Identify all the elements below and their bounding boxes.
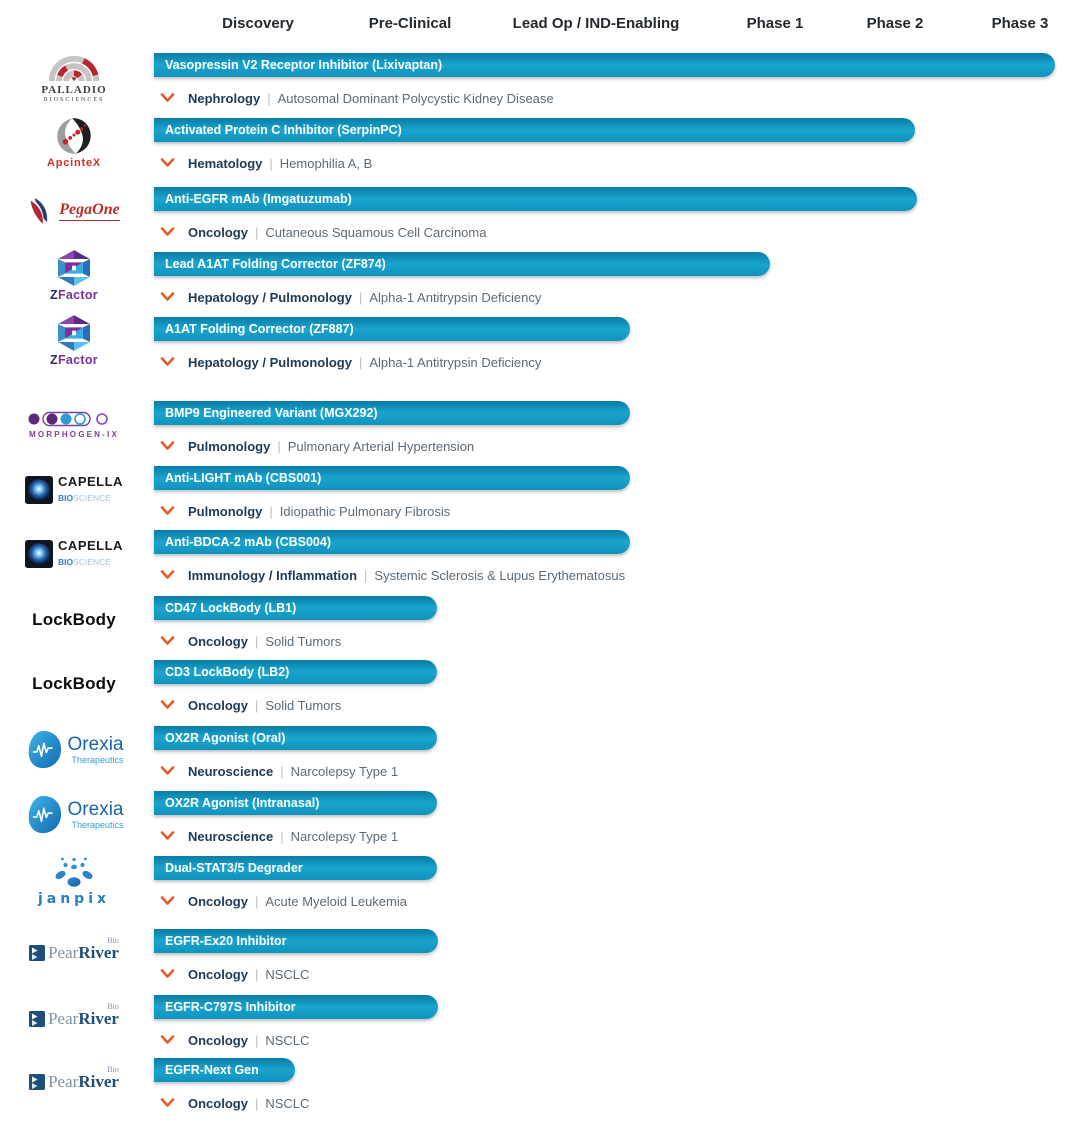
zfactor-wordmark: ZFactor xyxy=(50,288,98,303)
phase-column-header: Discovery xyxy=(222,15,294,32)
chevron-down-icon[interactable] xyxy=(160,506,175,516)
program-title: Anti-BDCA-2 mAb (CBS004) xyxy=(165,535,331,549)
orexia-wordmark: Orexia Therapeutics xyxy=(67,799,124,830)
company-logo-pearriver xyxy=(0,919,148,987)
company-logo-zfactor xyxy=(0,307,148,375)
pearriver-logo-icon xyxy=(29,945,45,961)
pipeline-row xyxy=(0,660,1080,720)
indication: Narcolepsy Type 1 xyxy=(290,828,399,844)
company-logo-zfactor xyxy=(0,242,148,310)
company-logo-janpix xyxy=(0,846,148,914)
therapy-area: Oncology xyxy=(188,633,248,649)
chevron-down-icon[interactable] xyxy=(160,969,175,979)
pipeline-row xyxy=(0,53,1080,113)
chevron-down-icon[interactable] xyxy=(160,158,175,168)
pearriver-wordmark: PearRiver Bio xyxy=(48,936,119,962)
chevron-down-icon[interactable] xyxy=(160,441,175,451)
therapy-area: Pulmonolgy xyxy=(188,503,263,519)
palladio-logo-icon xyxy=(44,52,104,83)
zfactor-wordmark: ZFactor xyxy=(50,353,98,368)
program-details xyxy=(160,502,450,520)
therapy-area: Oncology xyxy=(188,697,248,713)
therapy-area: Oncology xyxy=(188,224,248,240)
pipeline-bar xyxy=(154,252,770,276)
program-title: OX2R Agonist (Intranasal) xyxy=(165,796,320,810)
company-logo-capella xyxy=(0,456,148,524)
pipeline-bar xyxy=(154,929,438,953)
program-title: BMP9 Engineered Variant (MGX292) xyxy=(165,406,378,420)
program-title: Dual-STAT3/5 Degrader xyxy=(165,861,303,875)
therapy-area: Hepatology / Pulmonology xyxy=(188,354,352,370)
program-details xyxy=(160,696,341,714)
lockbody-wordmark: LockBody xyxy=(32,610,116,629)
palladio-wordmark: PALLADIO xyxy=(41,83,107,96)
chevron-down-icon[interactable] xyxy=(160,1098,175,1108)
separator: | xyxy=(358,289,363,305)
company-logo-orexia xyxy=(0,716,148,784)
apcintex-logo-icon xyxy=(53,116,95,156)
orexia-wordmark: Orexia Therapeutics xyxy=(67,734,124,765)
program-details xyxy=(160,437,474,455)
chevron-down-icon[interactable] xyxy=(160,896,175,906)
program-title: Vasopressin V2 Receptor Inhibitor (Lixivaptan) xyxy=(165,58,443,72)
program-title: CD3 LockBody (LB2) xyxy=(165,665,290,679)
pegaone-wordmark: PegaOne xyxy=(59,201,119,221)
pipeline-row xyxy=(0,791,1080,851)
pipeline-bar xyxy=(154,596,437,620)
separator: | xyxy=(254,633,259,649)
program-details xyxy=(160,223,486,241)
therapy-area: Oncology xyxy=(188,966,248,982)
therapy-area: Hepatology / Pulmonology xyxy=(188,289,352,305)
indication: Autosomal Dominant Polycystic Kidney Disease xyxy=(277,90,554,106)
indication: Idiopathic Pulmonary Fibrosis xyxy=(279,503,451,519)
pipeline-row xyxy=(0,317,1080,377)
separator: | xyxy=(254,697,259,713)
pipeline-row xyxy=(0,187,1080,247)
pipeline-row xyxy=(0,856,1080,916)
separator: | xyxy=(364,567,368,583)
pipeline-bar xyxy=(154,791,437,815)
indication: Alpha-1 Antitrypsin Deficiency xyxy=(369,354,542,370)
company-logo-lockbody xyxy=(0,650,148,718)
chevron-down-icon[interactable] xyxy=(160,357,175,367)
separator: | xyxy=(269,155,273,171)
pipeline-bar xyxy=(154,726,437,750)
chevron-down-icon[interactable] xyxy=(160,831,175,841)
separator: | xyxy=(269,503,273,519)
pegaone-logo-icon xyxy=(28,196,54,226)
company-logo-morphogenix xyxy=(0,391,148,459)
phase-column-header: Phase 2 xyxy=(866,15,924,32)
company-logo-apcintex xyxy=(0,108,148,176)
pipeline-row xyxy=(0,401,1080,461)
company-logo-orexia xyxy=(0,781,148,849)
program-details xyxy=(160,632,341,650)
program-title: CD47 LockBody (LB1) xyxy=(165,601,297,615)
program-details xyxy=(160,566,625,584)
pipeline-row xyxy=(0,530,1080,590)
orexia-logo-icon xyxy=(25,729,63,771)
pipeline-row xyxy=(0,466,1080,526)
separator: | xyxy=(254,1032,259,1048)
indication: Alpha-1 Antitrypsin Deficiency xyxy=(369,289,542,305)
pipeline-bar xyxy=(154,187,917,211)
chevron-down-icon[interactable] xyxy=(160,570,175,580)
pipeline-bar xyxy=(154,317,630,341)
program-title: Lead A1AT Folding Corrector (ZF874) xyxy=(165,257,386,271)
indication: Cutaneous Squamous Cell Carcinoma xyxy=(265,224,487,240)
chevron-down-icon[interactable] xyxy=(160,1035,175,1045)
chevron-down-icon[interactable] xyxy=(160,766,175,776)
capella-wordmark: CAPELLA BIOSCIENCE xyxy=(58,474,123,503)
program-details xyxy=(160,353,541,371)
indication: Solid Tumors xyxy=(265,697,342,713)
therapy-area: Pulmonology xyxy=(188,438,271,454)
indication: NSCLC xyxy=(265,966,310,982)
pipeline-bar xyxy=(154,660,437,684)
janpix-wordmark: janpix xyxy=(37,891,111,907)
indication: Acute Myeloid Leukemia xyxy=(265,893,407,909)
therapy-area: Hematology xyxy=(188,155,263,171)
pipeline-bar xyxy=(154,401,630,425)
separator: | xyxy=(254,224,259,240)
company-logo-lockbody xyxy=(0,586,148,654)
therapy-area: Oncology xyxy=(188,1095,248,1111)
therapy-area: Immunology / Inflammation xyxy=(188,567,358,583)
zfactor-logo-icon xyxy=(58,315,90,351)
company-logo-pegaone xyxy=(0,177,148,245)
program-details xyxy=(160,965,309,983)
program-title: EGFR-Next Gen xyxy=(165,1063,259,1077)
pipeline-row xyxy=(0,118,1080,178)
therapy-area: Neuroscience xyxy=(188,828,274,844)
company-logo-pearriver xyxy=(0,985,148,1053)
program-details xyxy=(160,89,554,107)
pipeline-bar xyxy=(154,53,1055,77)
program-details xyxy=(160,827,398,845)
separator: | xyxy=(267,90,271,106)
chevron-down-icon[interactable] xyxy=(160,93,175,103)
program-details xyxy=(160,154,372,172)
chevron-down-icon[interactable] xyxy=(160,227,175,237)
indication: Solid Tumors xyxy=(265,633,342,649)
apcintex-wordmark: ApcinteX xyxy=(46,156,102,169)
chevron-down-icon[interactable] xyxy=(160,700,175,710)
indication: NSCLC xyxy=(265,1095,310,1111)
separator: | xyxy=(254,1095,259,1111)
palladio-subwordmark: BIOSCIENCES xyxy=(43,96,105,103)
capella-logo-icon xyxy=(25,476,53,504)
capella-logo-icon xyxy=(25,540,53,568)
therapy-area: Nephrology xyxy=(188,90,261,106)
pipeline-row xyxy=(0,1058,1080,1118)
pearriver-logo-icon xyxy=(29,1011,45,1027)
lockbody-wordmark: LockBody xyxy=(32,674,116,693)
separator: | xyxy=(280,763,284,779)
program-title: Anti-LIGHT mAb (CBS001) xyxy=(165,471,322,485)
company-logo-palladio xyxy=(0,43,148,111)
company-logo-capella xyxy=(0,520,148,588)
pearriver-logo-icon xyxy=(29,1074,45,1090)
program-title: EGFR-Ex20 Inhibitor xyxy=(165,934,287,948)
phase-column-header: Pre-Clinical xyxy=(368,15,452,32)
program-title: A1AT Folding Corrector (ZF887) xyxy=(165,322,354,336)
program-details xyxy=(160,892,407,910)
orexia-logo-icon xyxy=(25,794,63,836)
separator: | xyxy=(277,438,281,454)
program-details xyxy=(160,288,541,306)
pearriver-wordmark: PearRiver Bio xyxy=(48,1002,119,1028)
program-details xyxy=(160,1094,309,1112)
capella-wordmark: CAPELLA BIOSCIENCE xyxy=(58,538,123,567)
program-title: Activated Protein C Inhibitor (SerpinPC) xyxy=(165,123,402,137)
program-title: Anti-EGFR mAb (Imgatuzumab) xyxy=(165,192,352,206)
separator: | xyxy=(254,893,259,909)
pipeline-row xyxy=(0,252,1080,312)
pipeline-bar xyxy=(154,466,630,490)
phase-column-header: Lead Op / IND-Enabling xyxy=(512,15,680,32)
separator: | xyxy=(280,828,284,844)
pipeline-row xyxy=(0,995,1080,1055)
chevron-down-icon[interactable] xyxy=(160,292,175,302)
pipeline-bar xyxy=(154,856,437,880)
phase-column-header: Phase 1 xyxy=(746,15,804,32)
separator: | xyxy=(358,354,363,370)
pipeline-bar xyxy=(154,995,438,1019)
program-details xyxy=(160,762,398,780)
indication: NSCLC xyxy=(265,1032,310,1048)
pipeline-bar xyxy=(154,1058,295,1082)
morphogenix-logo-icon xyxy=(26,411,122,427)
indication: Hemophilia A, B xyxy=(279,155,373,171)
separator: | xyxy=(254,966,259,982)
therapy-area: Neuroscience xyxy=(188,763,274,779)
pipeline-row xyxy=(0,596,1080,656)
indication: Systemic Sclerosis & Lupus Erythematosus xyxy=(374,567,626,583)
pearriver-wordmark: PearRiver Bio xyxy=(48,1065,119,1091)
zfactor-logo-icon xyxy=(58,250,90,286)
program-title: EGFR-C797S Inhibitor xyxy=(165,1000,296,1014)
pipeline-row xyxy=(0,929,1080,989)
therapy-area: Oncology xyxy=(188,893,248,909)
company-logo-pearriver xyxy=(0,1048,148,1116)
phase-column-header: Phase 3 xyxy=(991,15,1049,32)
program-title: OX2R Agonist (Oral) xyxy=(165,731,286,745)
indication: Narcolepsy Type 1 xyxy=(290,763,399,779)
therapy-area: Oncology xyxy=(188,1032,248,1048)
pipeline-bar xyxy=(154,118,915,142)
pipeline-bar xyxy=(154,530,630,554)
indication: Pulmonary Arterial Hypertension xyxy=(287,438,475,454)
janpix-logo-icon xyxy=(46,854,102,888)
morphogenix-wordmark: MORPHOGEN-IX xyxy=(29,430,119,439)
chevron-down-icon[interactable] xyxy=(160,636,175,646)
program-details xyxy=(160,1031,309,1049)
pipeline-row xyxy=(0,726,1080,786)
